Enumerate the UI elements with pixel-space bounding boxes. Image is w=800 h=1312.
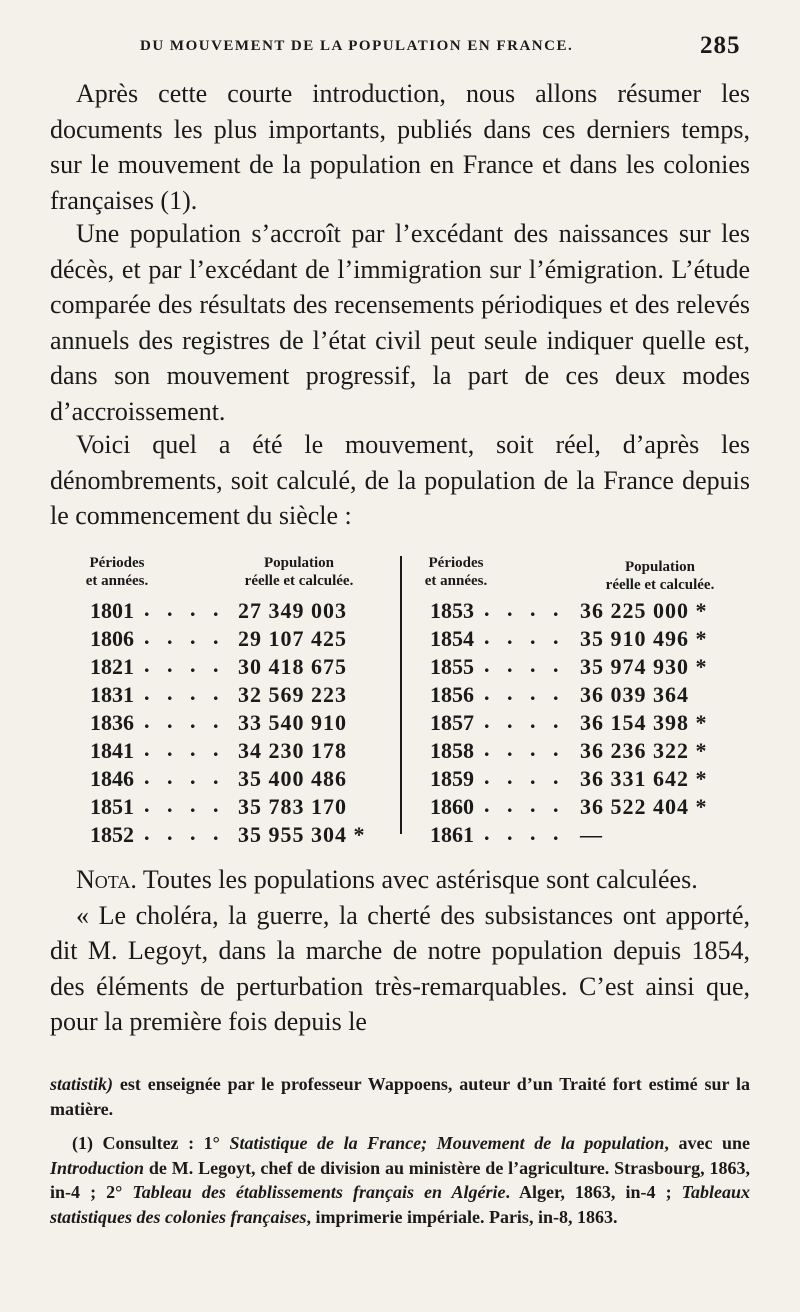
row-year: 1806 bbox=[90, 626, 134, 651]
row-population: 35 910 496 * bbox=[580, 626, 708, 651]
row-year: 1860 bbox=[430, 794, 474, 819]
row-year: 1801 bbox=[90, 598, 134, 623]
row-leader-dots: . . . . bbox=[484, 764, 565, 789]
footnote-1-part: de M. Legoyt, chef de division au ministère de l’agriculture. Strasbourg, 1863, in-4 ; 2° bbox=[50, 1157, 750, 1202]
footnote-1 bbox=[50, 1131, 750, 1229]
table-row bbox=[402, 794, 732, 822]
header-population-line2: réelle et calculée. bbox=[605, 577, 715, 593]
row-population: 34 230 178 bbox=[238, 738, 347, 763]
row-population: 35 783 170 bbox=[238, 794, 347, 819]
header-periods-line2: et années. bbox=[424, 573, 488, 589]
table-row bbox=[78, 766, 408, 794]
row-leader-dots: . . . . bbox=[144, 792, 225, 817]
row-population: 36 331 642 * bbox=[580, 766, 708, 791]
row-population: 36 154 398 * bbox=[580, 710, 708, 735]
table-row bbox=[402, 710, 732, 738]
row-year: 1861 bbox=[430, 822, 474, 847]
paragraph-introduction bbox=[50, 76, 750, 218]
header-periods-line1: Périodes bbox=[428, 555, 484, 571]
footnote-1-title: Statistique de la France; Mouvement de la population bbox=[229, 1133, 665, 1153]
paragraph-text: Voici quel a été le mouvement, soit réel, d’après les dénombrements, soit calculé, de la population de la France depuis le commencement du siècle : bbox=[50, 430, 750, 530]
row-leader-dots: . . . . bbox=[484, 792, 565, 817]
footnote-1-title: Tableau des établissements français en Algérie bbox=[132, 1182, 506, 1202]
row-population: 32 569 223 bbox=[238, 682, 347, 707]
row-year: 1821 bbox=[90, 654, 134, 679]
row-population: 27 349 003 bbox=[238, 598, 347, 623]
header-periods-line2: et années. bbox=[85, 573, 149, 589]
table-row bbox=[78, 822, 408, 850]
row-population: 35 400 486 bbox=[238, 766, 347, 791]
table-row bbox=[402, 738, 732, 766]
note-text: Toutes les populations avec astérisque sont calculées. bbox=[136, 865, 698, 894]
row-leader-dots: . . . . bbox=[144, 680, 225, 705]
row-year: 1831 bbox=[90, 682, 134, 707]
footnote-1-title: Tableaux statistiques des colonies françaises bbox=[50, 1182, 750, 1227]
row-leader-dots: . . . . bbox=[144, 708, 225, 733]
row-leader-dots: . . . . bbox=[484, 596, 565, 621]
note-paragraph bbox=[50, 862, 750, 898]
row-population: 36 225 000 * bbox=[580, 598, 708, 623]
row-year: 1856 bbox=[430, 682, 474, 707]
paragraph-text: Après cette courte introduction, nous allons résumer les documents les plus importants, publiés dans ces derniers temps, sur le mouvement de la population en France et dans les colonies françaises (1). bbox=[50, 79, 750, 215]
row-year: 1846 bbox=[90, 766, 134, 791]
footnote-1-part: , imprimerie impériale. Paris, in-8, 1863. bbox=[306, 1206, 618, 1227]
row-population: 36 236 322 * bbox=[580, 738, 708, 763]
table-row bbox=[78, 738, 408, 766]
header-population-line1: Population bbox=[624, 559, 696, 575]
note-section bbox=[50, 862, 750, 1040]
row-population: 35 955 304 * bbox=[238, 822, 366, 847]
running-title: DU MOUVEMENT DE LA POPULATION EN FRANCE. bbox=[140, 38, 574, 54]
footnote-continuation bbox=[50, 1072, 750, 1121]
row-year: 1841 bbox=[90, 738, 134, 763]
table-row bbox=[402, 598, 732, 626]
paragraph-population-growth bbox=[50, 216, 750, 429]
footnote-italic: statistik) bbox=[50, 1074, 114, 1094]
row-leader-dots: . . . . bbox=[484, 708, 565, 733]
table-row bbox=[402, 682, 732, 710]
row-population: — bbox=[580, 822, 603, 847]
row-year: 1836 bbox=[90, 710, 134, 735]
table-row bbox=[78, 654, 408, 682]
row-population: 33 540 910 bbox=[238, 710, 347, 735]
header-periods-line1: Périodes bbox=[89, 555, 145, 571]
table-row bbox=[78, 710, 408, 738]
row-year: 1851 bbox=[90, 794, 134, 819]
row-leader-dots: . . . . bbox=[144, 624, 225, 649]
row-population: 35 974 930 * bbox=[580, 654, 708, 679]
row-year: 1853 bbox=[430, 598, 474, 623]
quote-paragraph: « Le choléra, la guerre, la cherté des subsistances ont apporté, dit M. Legoyt, dans la marche de notre population depuis 1854, des éléments de perturbation très-remarquables. C’est ainsi que, pour la première fois depuis le bbox=[50, 900, 750, 1036]
row-leader-dots: . . . . bbox=[484, 820, 565, 845]
header-periods bbox=[412, 554, 500, 590]
header-population-line2: réelle et calculée. bbox=[244, 573, 354, 589]
population-table bbox=[78, 552, 758, 847]
paragraph-text: Une population s’accroît par l’excédant des naissances sur les décès, et par l’excédant de l’immigration sur l’émigration. L’étude comparée des résultats des recensements périodiques et des relevés annuels des registres de l’état civil peut seule indiquer quelle est, dans son mouvement progressif, la part de ces deux modes d’accroissement. bbox=[50, 219, 750, 426]
row-year: 1859 bbox=[430, 766, 474, 791]
row-year: 1857 bbox=[430, 710, 474, 735]
row-year: 1858 bbox=[430, 738, 474, 763]
row-population: 29 107 425 bbox=[238, 626, 347, 651]
table-row bbox=[402, 626, 732, 654]
header-population bbox=[214, 554, 384, 590]
row-leader-dots: . . . . bbox=[144, 736, 225, 761]
table-row bbox=[78, 626, 408, 654]
row-leader-dots: . . . . bbox=[484, 624, 565, 649]
footnote-text: est enseignée par le professeur Wappoens, auteur d’un Traité fort estimé sur la matière. bbox=[50, 1074, 750, 1119]
header-periods bbox=[78, 554, 156, 590]
table-row bbox=[78, 598, 408, 626]
header-population-line1: Population bbox=[263, 555, 335, 571]
table-row bbox=[402, 654, 732, 682]
row-population: 30 418 675 bbox=[238, 654, 347, 679]
note-label: Nota. bbox=[76, 865, 137, 894]
footnote-1-part: (1) Consultez : 1° bbox=[72, 1133, 230, 1153]
footnote-1-part: , avec une bbox=[664, 1133, 751, 1153]
row-year: 1852 bbox=[90, 822, 134, 847]
table-column-right bbox=[402, 552, 732, 847]
row-population: 36 522 404 * bbox=[580, 794, 708, 819]
row-population: 36 039 364 bbox=[580, 682, 689, 707]
table-row bbox=[78, 794, 408, 822]
row-year: 1855 bbox=[430, 654, 474, 679]
table-row bbox=[402, 766, 732, 794]
paragraph-table-intro bbox=[50, 427, 750, 534]
row-leader-dots: . . . . bbox=[484, 680, 565, 705]
row-leader-dots: . . . . bbox=[144, 764, 225, 789]
page-number: 285 bbox=[700, 32, 741, 59]
header-population bbox=[570, 558, 750, 594]
table-column-left bbox=[78, 552, 408, 847]
row-year: 1854 bbox=[430, 626, 474, 651]
footnote-1-title: Introduction bbox=[50, 1157, 145, 1178]
running-head bbox=[0, 30, 800, 70]
table-rows-left bbox=[78, 598, 408, 850]
footnote-1-part: . Alger, 1863, in-4 ; bbox=[505, 1182, 682, 1202]
row-leader-dots: . . . . bbox=[484, 652, 565, 677]
row-leader-dots: . . . . bbox=[144, 652, 225, 677]
footnotes bbox=[50, 1072, 750, 1229]
row-leader-dots: . . . . bbox=[144, 596, 225, 621]
table-row bbox=[402, 822, 732, 850]
table-row bbox=[78, 682, 408, 710]
table-rows-right bbox=[402, 598, 732, 850]
row-leader-dots: . . . . bbox=[144, 820, 225, 845]
row-leader-dots: . . . . bbox=[484, 736, 565, 761]
